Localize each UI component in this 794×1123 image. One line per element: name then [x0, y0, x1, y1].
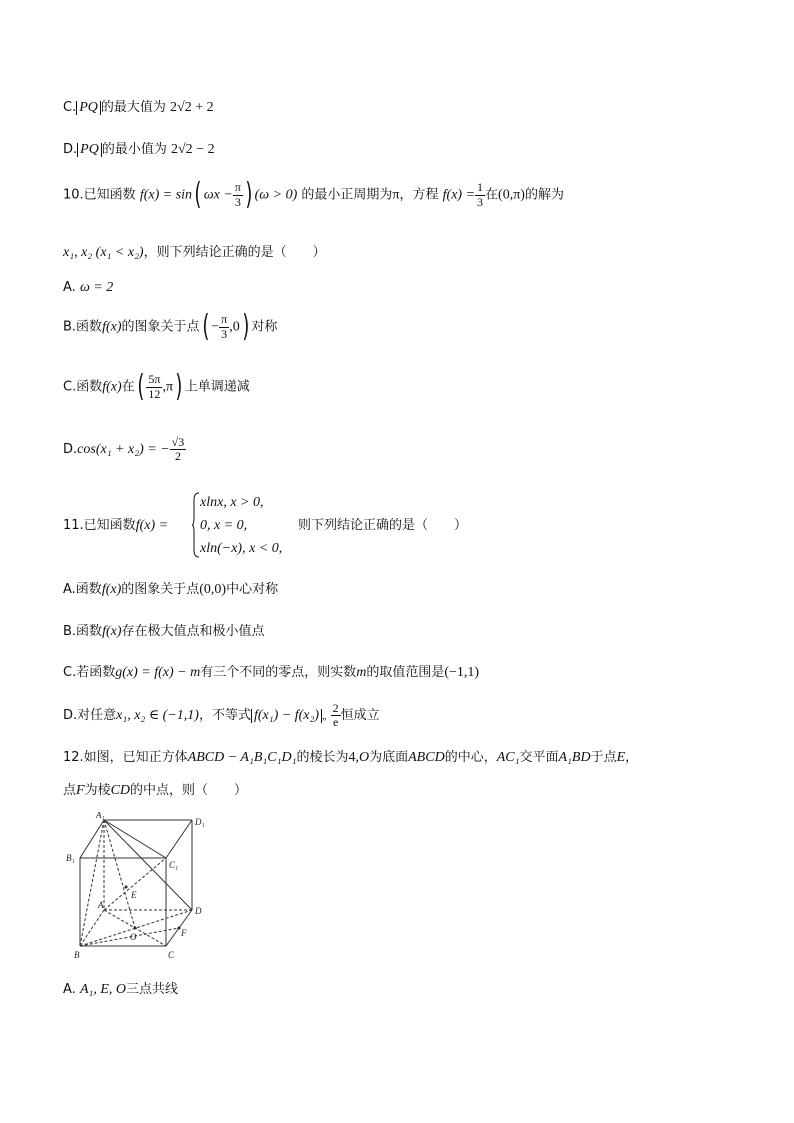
q10-option-c	[63, 369, 250, 404]
math-expression: f(x) = sin	[139, 187, 193, 203]
q9-option-d	[63, 142, 215, 159]
option-text: 存在极大值点和极小值点	[121, 624, 265, 639]
math-expression: g(x) = f(x) − m	[115, 665, 201, 680]
math-expression: f(x) =	[442, 187, 476, 203]
q9-option-c	[63, 100, 214, 117]
question-text: 为棱	[84, 783, 111, 798]
option-label: A.	[63, 982, 76, 997]
question-text: 则下列结论正确的是（ ）	[298, 518, 468, 533]
math-expression: f(x)	[102, 624, 122, 639]
math-expression: f(x)	[101, 582, 122, 597]
option-text: 的取值范围是	[366, 665, 445, 680]
math-expression: f(x) =	[135, 518, 169, 533]
option-text: 的最大值为	[100, 100, 166, 115]
option-text: 在	[121, 379, 135, 395]
option-text: 的最小值为	[101, 142, 167, 157]
question-text: 的棱长为	[296, 750, 349, 765]
math-expression: ω = 2	[79, 280, 114, 295]
math-expression: f(x)	[102, 379, 122, 395]
option-text: 的图象关于点	[121, 319, 200, 335]
math-expression: F	[76, 783, 85, 798]
option-label: A.函数	[63, 582, 102, 597]
fraction	[146, 373, 162, 400]
question-text: 在	[485, 187, 499, 203]
math-expression: ,	[355, 750, 359, 765]
denominator: 3	[477, 194, 484, 209]
paren-left: (	[194, 177, 202, 212]
math-expression: cos(x₁ + x₂) = −	[77, 442, 170, 458]
math-expression: (0,0)	[199, 582, 227, 597]
q10-option-a	[63, 280, 113, 297]
abs-expression: PQ	[77, 143, 102, 157]
math-expression: ,π	[162, 379, 174, 395]
denominator: 3	[234, 194, 241, 209]
math-expression: O	[358, 750, 370, 765]
math-expression: ,0	[229, 319, 240, 335]
label-b: B	[74, 950, 80, 960]
option-text: 中心对称	[226, 582, 279, 597]
option-text: 三点共线	[126, 982, 179, 997]
option-label: C.函数	[63, 379, 103, 395]
q11-option-c	[63, 665, 479, 682]
math-expression: ωx −	[203, 187, 233, 203]
option-label: B.函数	[63, 319, 103, 335]
math-expression: (−1,1)	[444, 665, 480, 680]
piecewise-case-2: 0, x = 0,	[200, 518, 248, 533]
cube-figure	[62, 812, 222, 966]
option-text: ，不等式	[198, 708, 251, 724]
paren-right: )	[242, 309, 250, 344]
question-text: 于点	[590, 750, 617, 765]
math-expression: 2√2 − 2	[170, 142, 215, 157]
question-text: 的中点，则（ ）	[130, 783, 248, 798]
label-a: A	[98, 900, 104, 910]
option-label: C.	[63, 100, 77, 115]
math-expression: ABCD	[408, 750, 445, 765]
fraction	[219, 313, 229, 340]
numerator: 1	[477, 180, 484, 195]
question-text: 12.如图，已知正方体	[63, 750, 188, 765]
q10-option-b	[63, 309, 278, 344]
question-text: ，方程	[399, 187, 439, 203]
piecewise-brace	[192, 492, 200, 558]
math-expression: A₁, E, O	[79, 982, 127, 997]
piecewise-case-3: xln(−x), x < 0,	[200, 541, 283, 556]
math-expression: 4	[348, 750, 356, 765]
math-expression: m	[356, 665, 367, 680]
question-text: 11.已知函数	[63, 518, 136, 533]
abs-expression: PQ	[76, 101, 101, 115]
option-label: D.对任意	[63, 708, 117, 724]
math-expression: „	[322, 711, 327, 723]
fraction	[233, 181, 243, 208]
label-a1: A₁	[96, 812, 105, 820]
math-expression: A₁BD	[558, 750, 591, 765]
abs-expression: f(x₁) − f(x₂)	[251, 709, 322, 723]
question-text: 的解为	[524, 187, 564, 203]
option-text: 恒成立	[340, 708, 380, 724]
math-expression: E	[616, 750, 626, 765]
option-label: A.	[63, 280, 76, 295]
math-expression: π	[392, 187, 400, 203]
q10-stem	[63, 177, 564, 212]
numerator: π	[234, 180, 241, 195]
question-text: 10.已知函数	[63, 187, 136, 203]
option-label: D.	[63, 442, 78, 458]
q11-option-d	[63, 702, 380, 729]
option-text: 对称	[251, 319, 278, 335]
q11-stem	[63, 518, 168, 535]
label-f: F	[181, 928, 187, 938]
question-text: 的中心，	[444, 750, 497, 765]
label-o: O	[130, 932, 137, 942]
math-expression: (ω > 0)	[254, 187, 298, 203]
paren-right: )	[245, 177, 253, 212]
piecewise-case-1: xlnx, x > 0,	[200, 495, 264, 510]
math-expression: −	[211, 319, 220, 335]
math-expression: x₁, x₂ ∈ (−1,1)	[116, 708, 199, 724]
denominator: 12	[148, 386, 161, 401]
denominator: 2	[174, 449, 181, 464]
math-expression: f(x)	[102, 319, 122, 335]
q10-option-d	[63, 436, 186, 463]
label-c1: C₁	[169, 860, 179, 870]
math-expression: 2√2 + 2	[170, 100, 214, 115]
q11-option-a	[63, 582, 278, 599]
question-text: 的最小正周期为	[301, 187, 393, 203]
question-text: 为底面	[369, 750, 409, 765]
q10-stem-line2	[63, 245, 326, 262]
option-label: D.	[63, 142, 78, 157]
math-expression: CD	[110, 783, 131, 798]
paren-left: (	[137, 369, 145, 404]
numerator: π	[221, 312, 228, 327]
q12-stem: 12.如图，已知正方体ABCD − A₁B₁C₁D₁的棱长为4,O为底面ABCD的中心，AC₁交平面A₁BD于点E，	[63, 750, 639, 765]
math-expression: AC₁	[496, 750, 520, 765]
numerator: 5π	[148, 372, 161, 387]
q12-stem-line2	[63, 783, 247, 800]
option-label: B.函数	[63, 624, 103, 639]
denominator: e	[332, 715, 339, 730]
paren-right: )	[175, 369, 183, 404]
label-d1: D₁	[195, 817, 205, 827]
denominator: 3	[221, 326, 228, 341]
label-e: E	[131, 890, 137, 900]
fraction	[331, 702, 341, 729]
fraction	[170, 436, 187, 463]
paren-left: (	[201, 309, 209, 344]
option-text: 有三个不同的零点，则实数	[200, 665, 357, 680]
label-c: C	[168, 950, 175, 960]
numerator: 2	[332, 701, 339, 715]
math-expression: x₁, x₂ (x₁ < x₂)	[63, 245, 144, 260]
label-b1: B₁	[66, 853, 75, 863]
question-text: 点	[63, 783, 77, 798]
question-text: ，则下列结论正确的是（ ）	[143, 245, 326, 260]
option-label: C.若函数	[63, 665, 116, 680]
math-expression: ABCD − A₁B₁C₁D₁	[187, 750, 297, 765]
math-expression: (0,π)	[498, 187, 525, 203]
q11-option-b	[63, 624, 265, 641]
q12-option-a	[63, 982, 178, 999]
fraction	[475, 181, 485, 208]
question-text: 交平面	[519, 750, 559, 765]
label-d: D	[195, 906, 202, 916]
option-text: 上单调递减	[184, 379, 250, 395]
numerator: √3	[171, 435, 185, 449]
option-text: 的图象关于点	[121, 582, 200, 597]
